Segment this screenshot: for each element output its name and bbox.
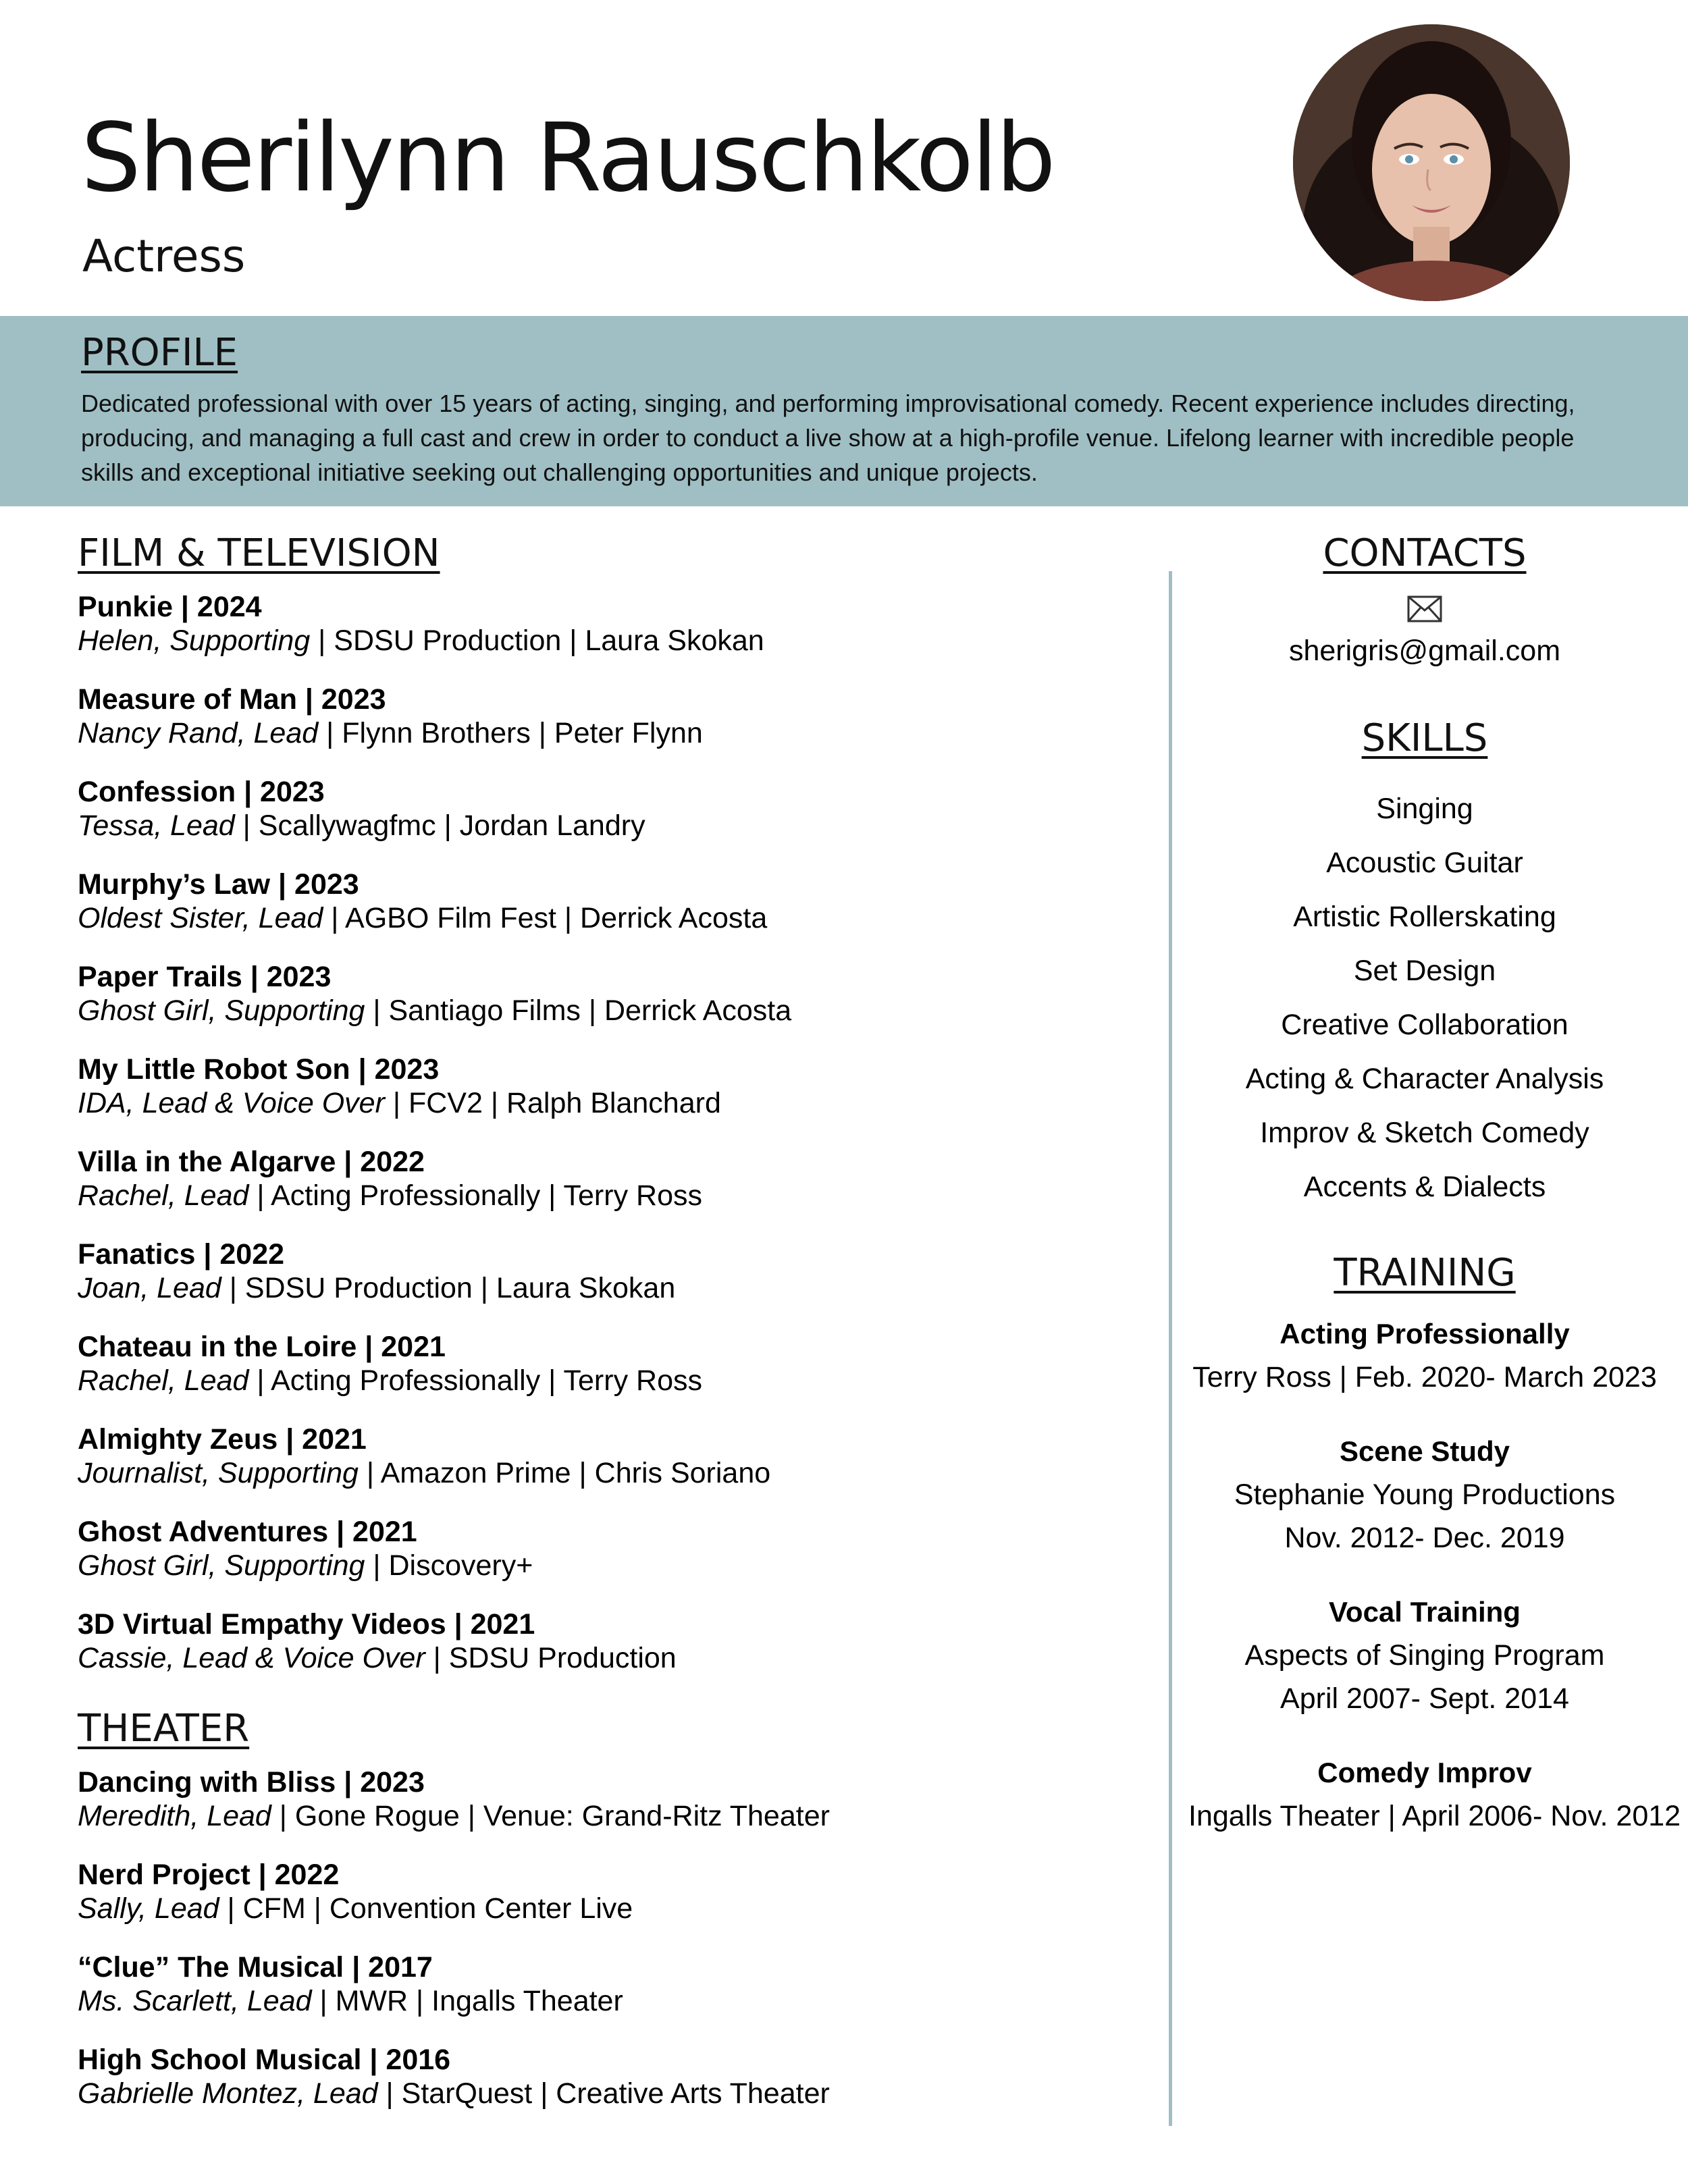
entry-production: | SDSU Production [425,1642,677,1674]
theater-heading: THEATER [78,1707,250,1751]
entry-title: Villa in the Algarve | 2022 [78,1146,425,1178]
entry-detail [78,624,1131,658]
entry-production: | SDSU Production | Laura Skokan [310,624,764,657]
entry-role: Sally, Lead [78,1892,219,1925]
mail-icon [1407,595,1442,622]
entry-detail [78,1799,1131,1833]
skill-item: Acoustic Guitar [1326,847,1523,879]
entry-role: Rachel, Lead [78,1179,249,1212]
training-heading: TRAINING [1334,1251,1516,1295]
entry-title: “Clue” The Musical | 2017 [78,1951,433,1983]
entry-detail [78,716,1131,750]
film-entry [78,590,1131,658]
entry-role: Tessa, Lead [78,809,235,842]
entry-title: Murphy’s Law | 2023 [78,868,359,901]
entry-detail [78,1179,1131,1213]
entry-production: | Flynn Brothers | Peter Flynn [318,717,703,749]
entry-title: Dancing with Bliss | 2023 [78,1766,425,1799]
entry-production: | SDSU Production | Laura Skokan [221,1272,676,1304]
skill-item: Improv & Sketch Comedy [1260,1117,1589,1149]
entry-detail [78,901,1131,935]
entry-role: Gabrielle Montez, Lead [78,2077,378,2110]
film-entry [78,683,1131,750]
entry-detail [78,1641,1131,1675]
training-entry [1188,1430,1661,1560]
entry-detail [78,1984,1131,2018]
resume-header [0,0,1688,316]
training-detail: Aspects of Singing Program [1244,1639,1605,1672]
entry-production: | Gone Rogue | Venue: Grand-Ritz Theater [271,1800,830,1832]
entry-role: Rachel, Lead [78,1364,249,1397]
training-entry [1188,1591,1661,1720]
entry-production: | AGBO Film Fest | Derrick Acosta [323,902,768,934]
entry-production: | Acting Professionally | Terry Ross [248,1364,702,1397]
entry-title: My Little Robot Son | 2023 [78,1053,440,1086]
entry-production: | StarQuest | Creative Arts Theater [377,2077,830,2110]
entry-detail [78,2077,1131,2110]
profile-section [0,316,1688,506]
entry-detail [78,1549,1131,1582]
theater-entry [78,1950,1131,2018]
theater-entry [78,1858,1131,1925]
film-entry [78,1607,1131,1675]
training-title: Acting Professionally [1280,1318,1570,1350]
entry-role: Cassie, Lead & Voice Over [78,1642,425,1674]
contacts-heading: CONTACTS [1323,531,1527,575]
headshot-image [1293,24,1570,301]
entry-role: Joan, Lead [78,1272,221,1304]
training-entry [1188,1751,1681,1838]
film-entry [78,868,1131,935]
theater-entries [78,1765,1131,2110]
skill-item: Singing [1376,793,1473,825]
film-entry [78,1422,1131,1490]
entry-role: Ghost Girl, Supporting [78,1549,365,1582]
candidate-role: Actress [82,230,246,282]
entry-title: Chateau in the Loire | 2021 [78,1331,446,1363]
sidebar-column [1188,527,1681,1869]
skill-item: Creative Collaboration [1281,1009,1568,1041]
entry-title: Almighty Zeus | 2021 [78,1423,367,1456]
entry-role: Ms. Scarlett, Lead [78,1985,312,2017]
training-detail: Terry Ross | Feb. 2020- March 2023 [1192,1361,1657,1393]
entry-role: Helen, Supporting [78,624,311,657]
entry-detail [78,1892,1131,1925]
film-entry [78,1515,1131,1582]
entry-production: | Acting Professionally | Terry Ross [248,1179,702,1212]
entry-production: | Santiago Films | Derrick Acosta [365,994,792,1027]
training-detail: April 2007- Sept. 2014 [1280,1682,1569,1715]
entry-production: | MWR | Ingalls Theater [311,1985,623,2017]
column-divider [1169,571,1172,2126]
entry-title: Ghost Adventures | 2021 [78,1516,417,1548]
entry-role: Journalist, Supporting [78,1457,359,1489]
entry-title: High School Musical | 2016 [78,2044,451,2076]
skill-item: Set Design [1353,955,1496,987]
entry-title: Measure of Man | 2023 [78,683,386,716]
entry-title: Fanatics | 2022 [78,1238,285,1271]
entry-role: Oldest Sister, Lead [78,902,323,934]
training-detail: Ingalls Theater | April 2006- Nov. 2012 [1188,1800,1681,1832]
profile-heading: PROFILE [81,331,238,375]
film-entry [78,1237,1131,1305]
film-entry [78,1145,1131,1213]
profile-summary: Dedicated professional with over 15 years of acting, singing, and performing improvisational comedy. Recent experience includes directing, producing, and managing a full cast and crew in order to conduct a live show at a high-profile venue. Lifelong learner with incredible people skills and exceptional initiative seeking out challenging opportunities and unique projects. [81,390,1575,486]
film-entry [78,960,1131,1028]
entry-production: | Discovery+ [365,1549,533,1582]
film-entry [78,775,1131,843]
film-television-heading: FILM & TELEVISION [78,531,440,575]
entry-detail [78,809,1131,843]
training-title: Scene Study [1339,1435,1510,1467]
film-entry [78,1053,1131,1120]
film-entry [78,1330,1131,1397]
entry-role: Meredith, Lead [78,1800,271,1832]
entry-production: | Scallywagfmc | Jordan Landry [234,809,645,842]
skill-item: Artistic Rollerskating [1293,901,1556,933]
entry-detail [78,1271,1131,1305]
entry-role: Ghost Girl, Supporting [78,994,365,1027]
entry-title: 3D Virtual Empathy Videos | 2021 [78,1608,535,1641]
training-detail: Stephanie Young Productions [1234,1479,1616,1511]
entry-production: | CFM | Convention Center Live [219,1892,633,1925]
entry-title: Punkie | 2024 [78,591,262,623]
skill-item: Acting & Character Analysis [1245,1063,1604,1095]
entry-title: Paper Trails | 2023 [78,961,332,993]
headshot-photo [1293,24,1570,301]
entry-detail [78,994,1131,1028]
theater-entry [78,1765,1131,1833]
training-title: Vocal Training [1329,1596,1521,1628]
training-title: Comedy Improv [1317,1757,1532,1788]
entry-role: Nancy Rand, Lead [78,717,319,749]
entry-detail [78,1086,1131,1120]
entry-title: Confession | 2023 [78,776,325,808]
training-list [1188,1312,1681,1838]
training-entry [1188,1312,1661,1399]
training-detail: Nov. 2012- Dec. 2019 [1284,1522,1565,1554]
contact-email[interactable]: sherigris@gmail.com [1288,635,1561,667]
entry-title: Nerd Project | 2022 [78,1859,340,1891]
entry-production: | Amazon Prime | Chris Soriano [358,1457,771,1489]
entry-role: IDA, Lead & Voice Over [78,1087,385,1119]
skill-item: Accents & Dialects [1303,1171,1546,1203]
experience-column [78,527,1131,2135]
entry-detail [78,1364,1131,1397]
skills-heading: SKILLS [1361,716,1488,760]
film-entries [78,590,1131,1675]
entry-detail [78,1456,1131,1490]
skills-list [1188,782,1661,1214]
candidate-name: Sherilynn Rauschkolb [81,103,1054,213]
entry-production: | FCV2 | Ralph Blanchard [384,1087,721,1119]
theater-entry [78,2043,1131,2110]
